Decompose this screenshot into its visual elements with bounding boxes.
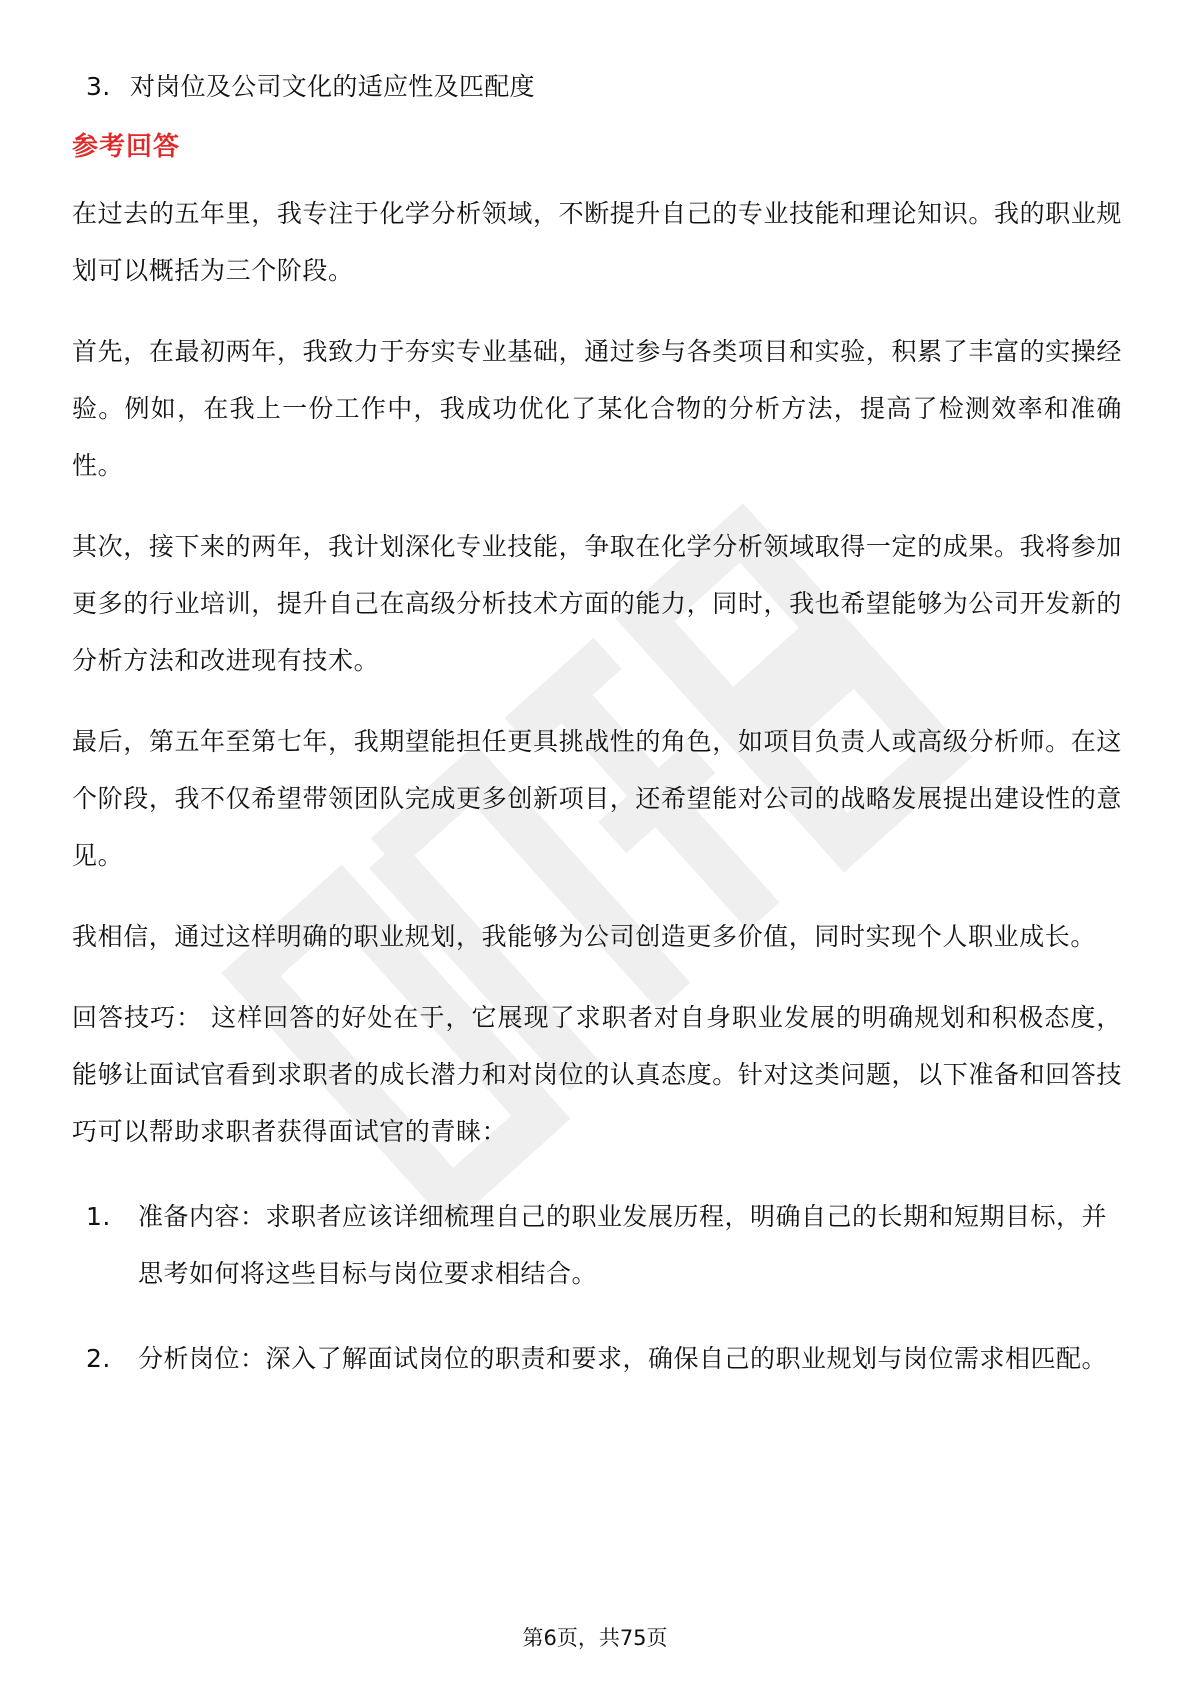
section-item xyxy=(72,58,1122,115)
main-content xyxy=(72,58,1122,1387)
paragraph-conclusion: 我相信，通过这样明确的职业规划，我能够为公司创造更多价值，同时实现个人职业成长。 xyxy=(72,922,1097,951)
tip-text: 准备内容：求职者应该详细梳理自己的职业发展历程，明确自己的长期和短期目标，并思考如何将这些目标与岗位要求相结合。 xyxy=(138,1202,1108,1288)
tip-item xyxy=(72,1188,1122,1302)
paragraph-final-stage: 最后，第五年至第七年，我期望能担任更具挑战性的角色，如项目负责人或高级分析师。在这个阶段，我不仅希望带领团队完成更多创新项目，还希望能对公司的战略发展提出建设性的意见。 xyxy=(72,727,1122,870)
tip-text: 分析岗位：深入了解面试岗位的职责和要求，确保自己的职业规划与岗位需求相匹配。 xyxy=(138,1344,1108,1373)
section-item-number: 3. xyxy=(86,72,111,101)
tip-item xyxy=(72,1330,1122,1387)
paragraph-intro: 在过去的五年里，我专注于化学分析领域，不断提升自己的专业技能和理论知识。我的职业规划可以概括为三个阶段。 xyxy=(72,199,1122,285)
paragraph-answer-tips: 回答技巧： 这样回答的好处在于，它展现了求职者对自身职业发展的明确规划和积极态度，能够让面试官看到求职者的成长潜力和对岗位的认真态度。针对这类问题，以下准备和回答技巧可以帮助求职者获得面试官的青睐： xyxy=(72,1003,1122,1146)
paragraph-second-stage: 其次，接下来的两年，我计划深化专业技能，争取在化学分析领域取得一定的成果。我将参加更多的行业培训，提升自己在高级分析技术方面的能力，同时，我也希望能够为公司开发新的分析方法和改进现有技术。 xyxy=(72,532,1122,675)
tip-number: 2. xyxy=(86,1344,111,1373)
tip-number: 1. xyxy=(86,1202,111,1231)
section-item-text: 对岗位及公司文化的适应性及匹配度 xyxy=(130,72,535,101)
page-footer: 第6页，共75页 xyxy=(522,1626,668,1650)
paragraph-first-stage: 首先，在最初两年，我致力于夯实专业基础，通过参与各类项目和实验，积累了丰富的实操经验。例如，在我上一份工作中，我成功优化了某化合物的分析方法，提高了检测效率和准确性。 xyxy=(72,337,1122,480)
reference-answer-heading: 参考回答 xyxy=(72,132,181,162)
